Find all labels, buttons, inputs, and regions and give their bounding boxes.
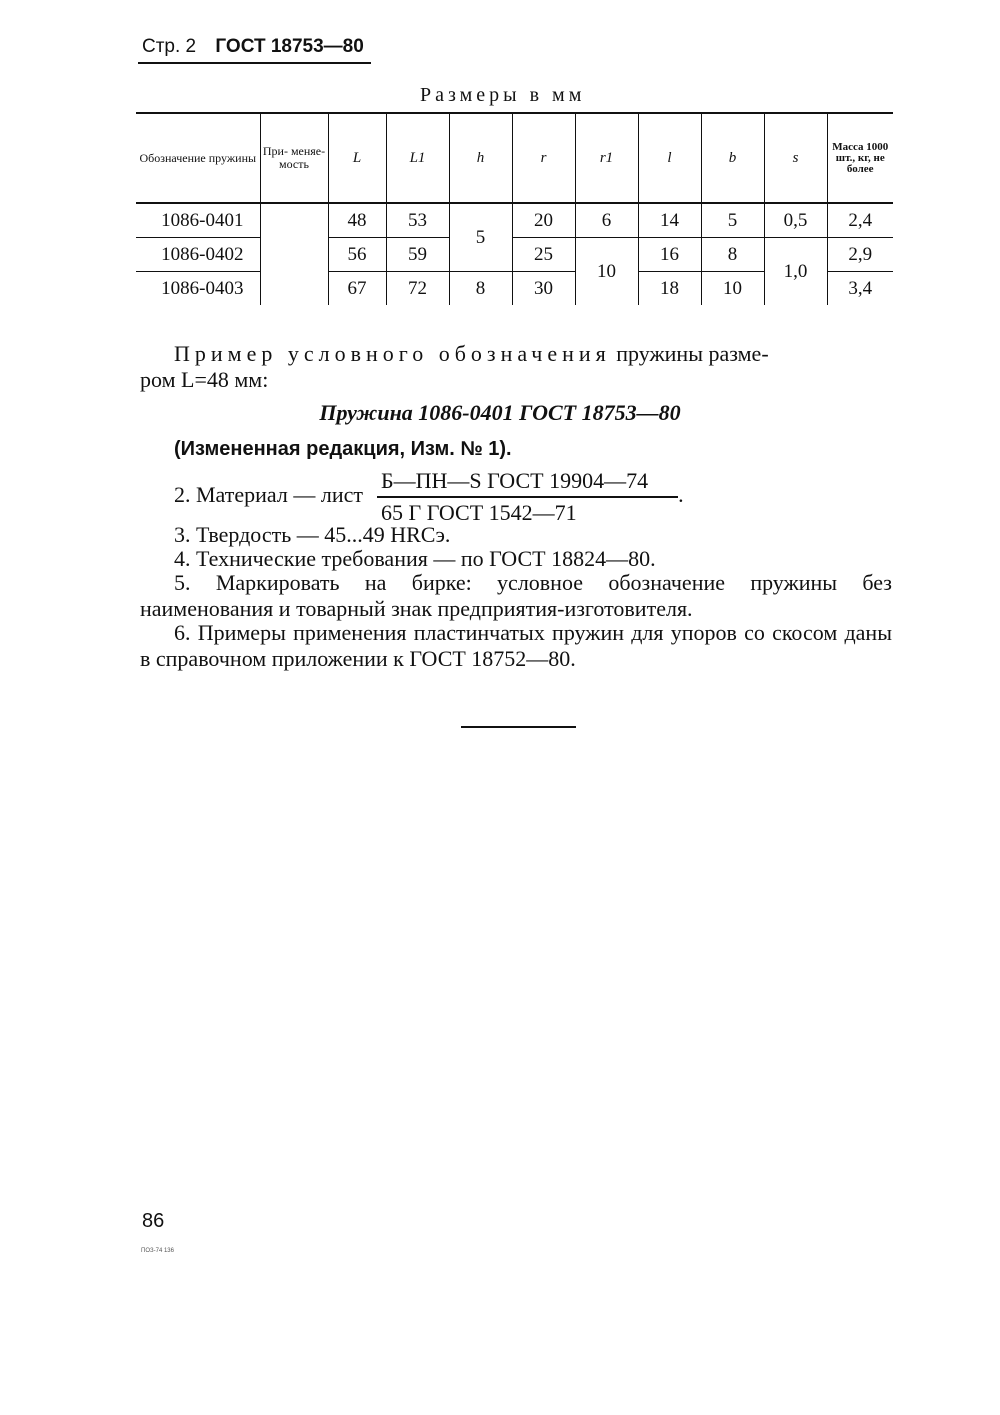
cell-s-merged: 1,0 bbox=[764, 238, 827, 306]
standard-number: ГОСТ 18753—80 bbox=[215, 36, 364, 57]
cell-application bbox=[260, 203, 328, 305]
item-3-hardness: 3. Твердость — 45...49 HRCэ. bbox=[174, 522, 451, 547]
cell-b: 5 bbox=[701, 203, 764, 238]
cell-b: 10 bbox=[701, 272, 764, 306]
item-5-marking: 5. Маркировать на бирке: условное обозначение пружины без наименования и товарный знак предприятия-изготовителя. bbox=[140, 570, 892, 621]
material-fraction bbox=[377, 468, 678, 526]
col-L: L bbox=[328, 113, 386, 203]
cell-h: 8 bbox=[449, 272, 512, 306]
cell-L1: 53 bbox=[386, 203, 449, 238]
col-h: h bbox=[449, 113, 512, 203]
item-2-material bbox=[174, 468, 926, 526]
page-number: 86 bbox=[142, 1210, 165, 1232]
cell-mass: 2,9 bbox=[827, 238, 893, 272]
col-l: l bbox=[638, 113, 701, 203]
cell-L: 48 bbox=[328, 203, 386, 238]
end-rule bbox=[461, 726, 576, 728]
spring-dimensions-table bbox=[136, 112, 893, 305]
cell-L: 67 bbox=[328, 272, 386, 306]
cell-L1: 59 bbox=[386, 238, 449, 272]
cell-mass: 2,4 bbox=[827, 203, 893, 238]
item-2-prefix: 2. Материал — лист bbox=[174, 482, 363, 508]
cell-designation: 1086-0403 bbox=[161, 277, 244, 299]
cell-l: 14 bbox=[638, 203, 701, 238]
example-intro-spaced: Пример условного обозначения bbox=[174, 341, 611, 366]
col-s: s bbox=[764, 113, 827, 203]
cell-r1: 6 bbox=[575, 203, 638, 238]
example-designation: Пружина 1086-0401 ГОСТ 18753—80 bbox=[319, 400, 681, 425]
item-6-examples: 6. Примеры применения пластинчатых пружин для упоров со скосом даны в справочном приложении к ГОСТ 18752—80. bbox=[140, 620, 892, 671]
cell-r1-merged: 10 bbox=[575, 238, 638, 306]
cell-r: 20 bbox=[512, 203, 575, 238]
material-denominator: 65 Г ГОСТ 1542—71 bbox=[380, 500, 577, 525]
col-L1: L1 bbox=[386, 113, 449, 203]
material-numerator: Б—ПН—S ГОСТ 19904—74 bbox=[377, 468, 678, 498]
print-code: ПОЗ-74 136 bbox=[141, 1248, 174, 1254]
col-application: При- меняе- мость bbox=[260, 113, 328, 203]
cell-mass: 3,4 bbox=[827, 272, 893, 306]
table-header-row bbox=[136, 113, 893, 203]
col-b: b bbox=[701, 113, 764, 203]
units-caption: Размеры в мм bbox=[420, 84, 586, 106]
col-r1: r1 bbox=[575, 113, 638, 203]
example-intro-rest: пружины разме- bbox=[610, 341, 769, 366]
item-4-requirements: 4. Технические требования — по ГОСТ 18824—80. bbox=[174, 546, 656, 571]
col-designation: Обозначение пружины bbox=[139, 150, 257, 165]
cell-r: 30 bbox=[512, 272, 575, 306]
edition-note: (Измененная редакция, Изм. № 1). bbox=[174, 438, 512, 460]
col-mass: Масса 1000 шт., кг, не более bbox=[827, 113, 893, 203]
table-row bbox=[136, 238, 893, 272]
header-underline bbox=[138, 62, 371, 64]
page-label: Стр. 2 bbox=[142, 36, 197, 57]
cell-b: 8 bbox=[701, 238, 764, 272]
cell-L: 56 bbox=[328, 238, 386, 272]
cell-l: 18 bbox=[638, 272, 701, 306]
example-intro bbox=[140, 341, 892, 393]
col-r: r bbox=[512, 113, 575, 203]
cell-L1: 72 bbox=[386, 272, 449, 306]
cell-designation: 1086-0401 bbox=[136, 203, 260, 238]
table-row bbox=[136, 203, 893, 238]
page-header bbox=[142, 36, 364, 58]
cell-h-merged: 5 bbox=[449, 203, 512, 272]
cell-l: 16 bbox=[638, 238, 701, 272]
cell-r: 25 bbox=[512, 238, 575, 272]
example-intro-line2: ром L=48 мм: bbox=[140, 367, 269, 392]
cell-s: 0,5 bbox=[764, 203, 827, 238]
cell-designation: 1086-0402 bbox=[136, 238, 260, 272]
item-2-suffix: . bbox=[678, 482, 684, 508]
